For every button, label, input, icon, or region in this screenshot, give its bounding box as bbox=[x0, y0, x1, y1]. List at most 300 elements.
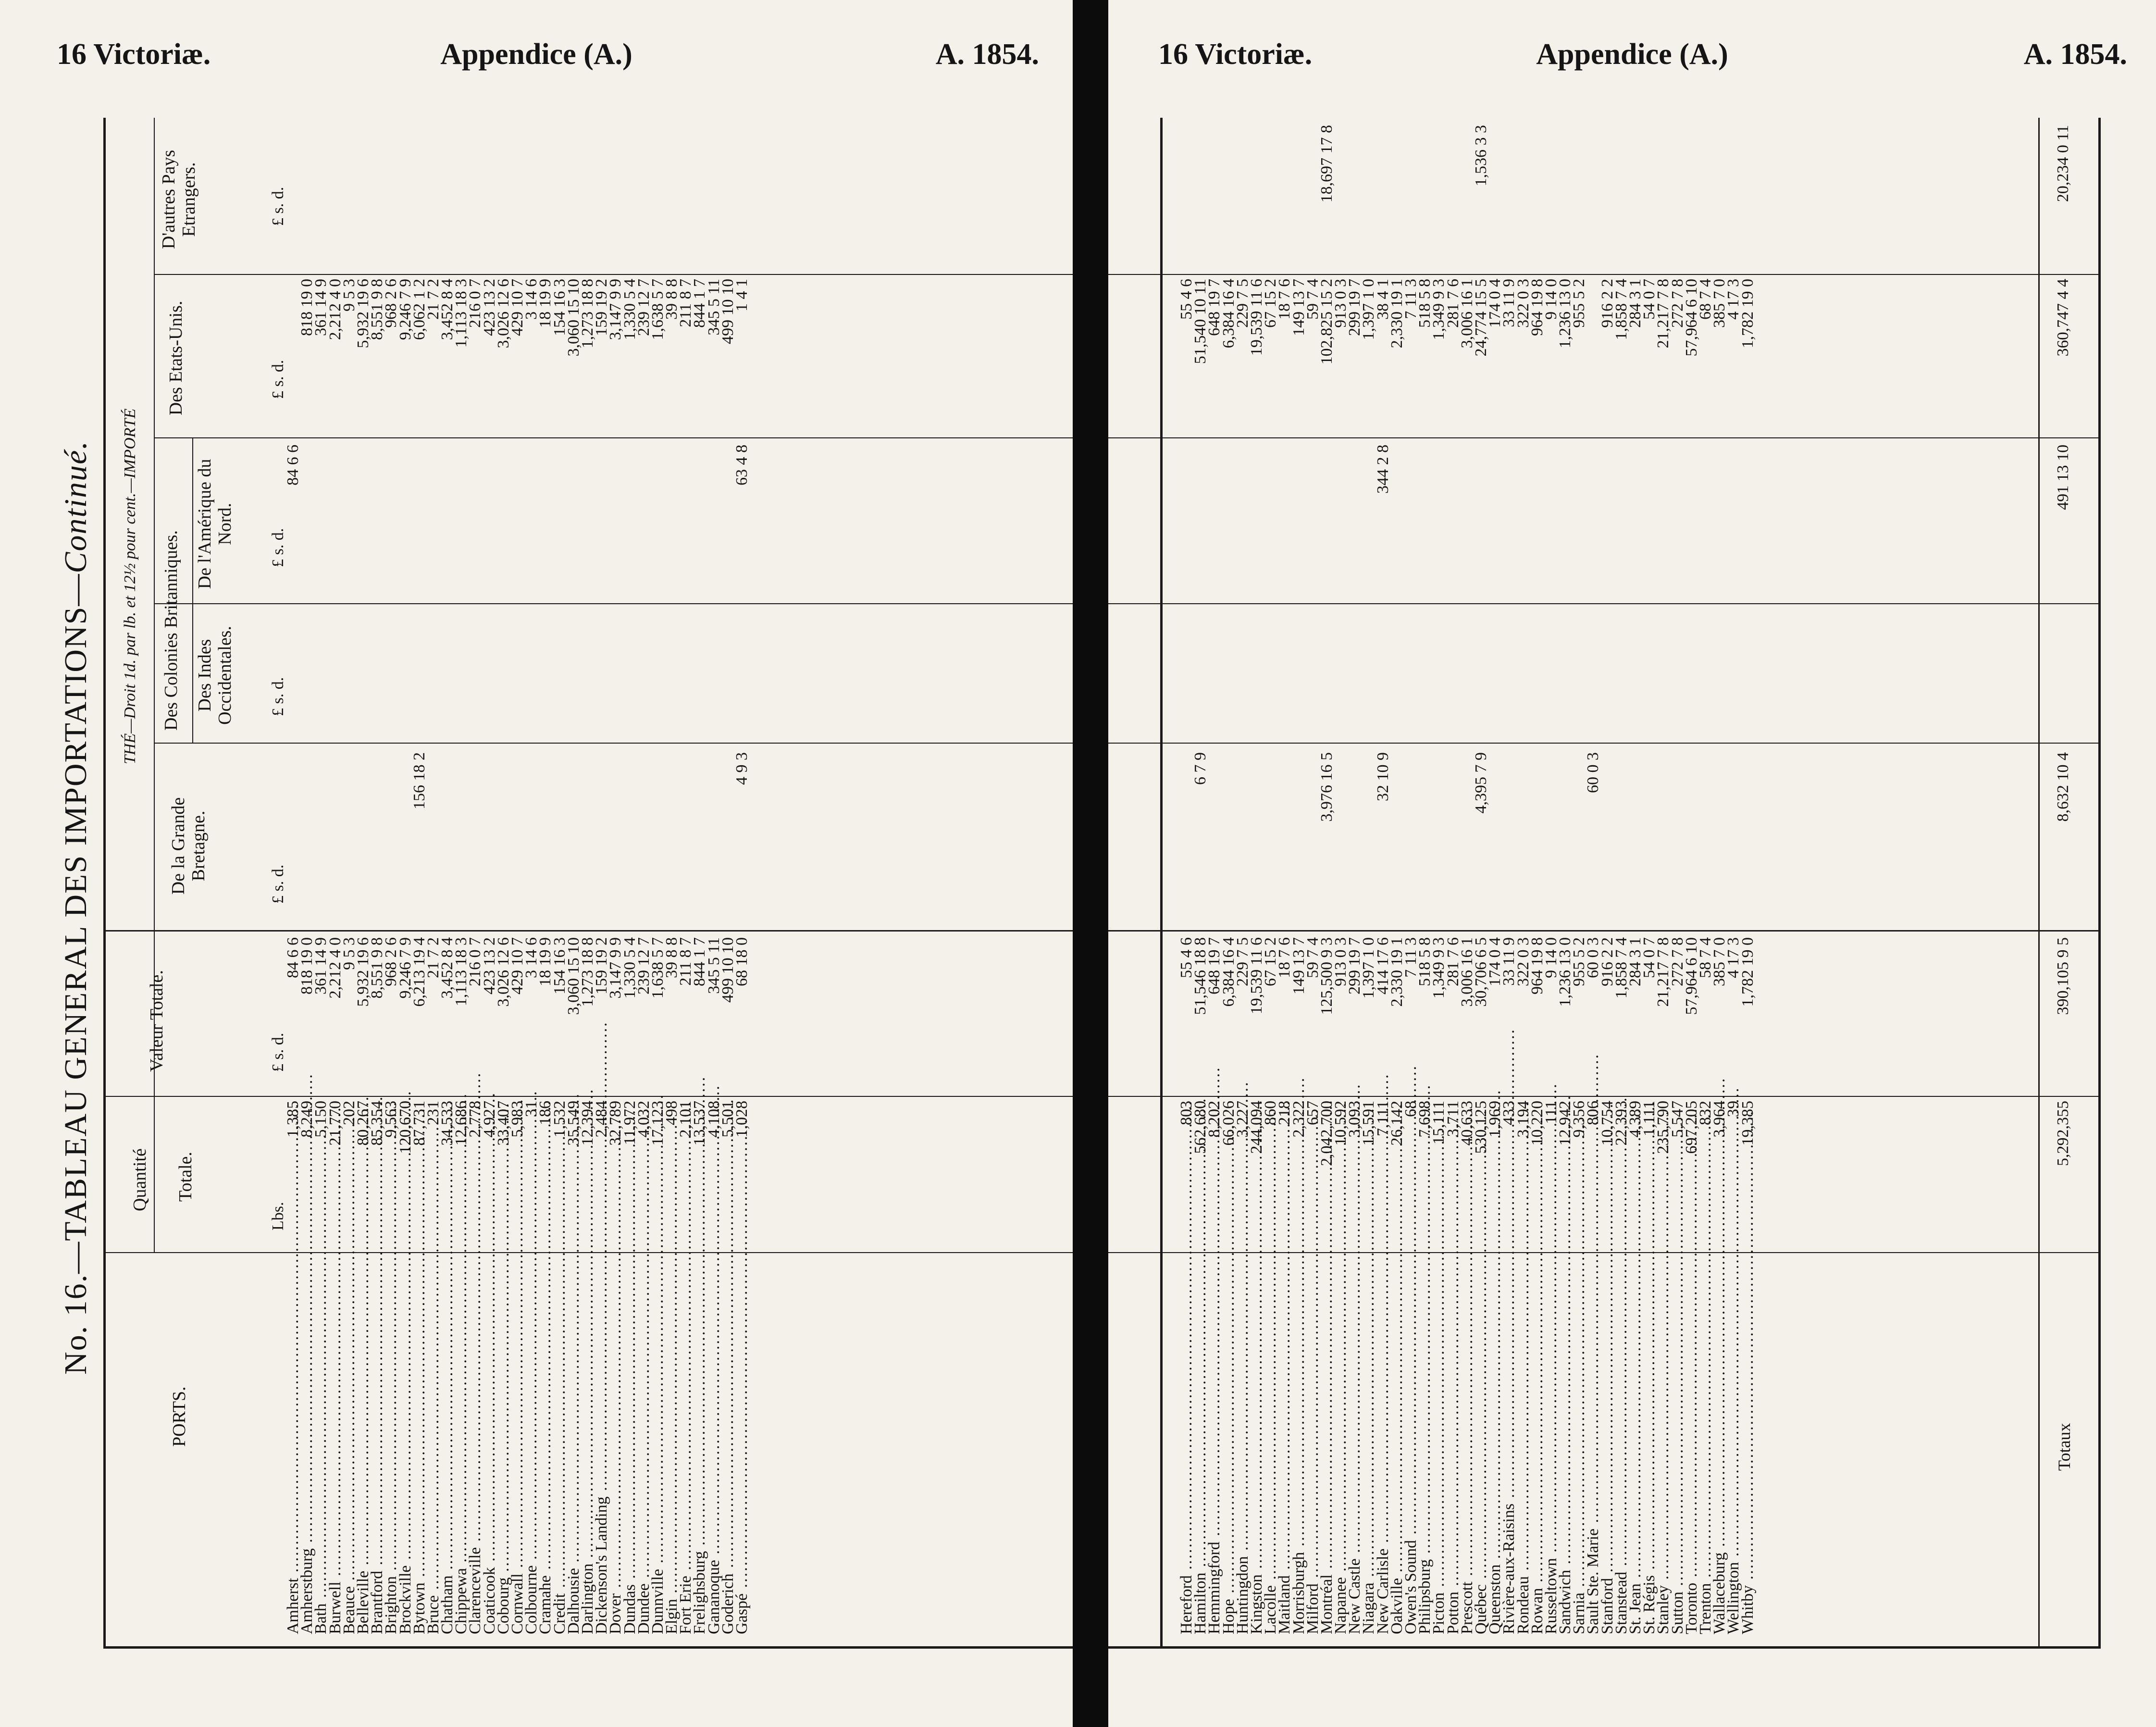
value-cell: 33 11 9 bbox=[1500, 937, 1518, 986]
value-cell: 322 0 3 bbox=[1514, 937, 1532, 986]
unit-gb: £ s. d. bbox=[269, 864, 287, 904]
port-name: Hemmingford ..... bbox=[1207, 1255, 1221, 1634]
header-indes: Des Indes Occidentales. bbox=[195, 626, 235, 725]
amerique-cell bbox=[356, 445, 370, 598]
autres-cell bbox=[1572, 125, 1586, 269]
quantity-cell: 4,389 bbox=[1626, 1101, 1644, 1138]
port-name: Rondeau ..... bbox=[1516, 1255, 1530, 1634]
gb-cell: 6 7 9 bbox=[1191, 752, 1210, 785]
port-name: Napanee ..... bbox=[1334, 1255, 1348, 1634]
unit-amerique: £ s. d. bbox=[269, 528, 287, 567]
etats-unis-cell: 844 1 7 bbox=[691, 279, 709, 328]
amerique-cell bbox=[1642, 445, 1656, 598]
gb-cell bbox=[1207, 752, 1221, 925]
quantity-cell: 87,731 bbox=[410, 1101, 428, 1146]
autres-cell bbox=[567, 144, 581, 269]
left-quantity-column bbox=[286, 1101, 749, 1245]
amerique-cell bbox=[581, 445, 595, 598]
amerique-cell bbox=[1222, 445, 1236, 598]
gb-cell bbox=[1698, 752, 1712, 925]
etats-unis-cell: 2,330 19 1 bbox=[1388, 279, 1406, 348]
quantity-cell: 4,927 bbox=[480, 1101, 498, 1138]
value-cell: 299 19 7 bbox=[1346, 937, 1364, 994]
value-cell: 21 7 2 bbox=[424, 937, 442, 978]
gb-cell: 4,395 7 9 bbox=[1472, 752, 1490, 814]
value-cell: 30,706 6 5 bbox=[1472, 937, 1490, 1007]
autres-cell bbox=[1446, 125, 1460, 269]
indes-cell bbox=[342, 608, 356, 738]
gb-cell bbox=[1502, 752, 1516, 925]
indes-cell bbox=[1376, 608, 1390, 738]
etats-unis-cell: 1,349 9 3 bbox=[1430, 279, 1448, 340]
gb-cell bbox=[581, 752, 595, 925]
quantity-cell: 21,770 bbox=[326, 1101, 344, 1146]
amerique-cell bbox=[384, 445, 398, 598]
port-name: Fort Erie ..... bbox=[679, 1255, 693, 1634]
etats-unis-cell: 1,858 7 4 bbox=[1612, 279, 1630, 340]
right-page bbox=[1108, 0, 2156, 1727]
indes-cell bbox=[1418, 608, 1432, 738]
value-cell: 916 2 2 bbox=[1598, 937, 1616, 986]
autres-cell bbox=[1741, 125, 1755, 269]
amerique-cell bbox=[1502, 445, 1516, 598]
quantity-cell: 32,789 bbox=[607, 1101, 625, 1146]
quantity-cell: 33,407 bbox=[494, 1101, 512, 1146]
autres-cell bbox=[1530, 125, 1544, 269]
gb-cell bbox=[370, 752, 384, 925]
amerique-cell: 63 4 8 bbox=[733, 445, 751, 485]
value-cell: 1,273 18 8 bbox=[578, 937, 596, 1007]
port-name: Credit ..... bbox=[553, 1255, 567, 1634]
gb-cell bbox=[1671, 752, 1685, 925]
amerique-cell bbox=[608, 445, 622, 598]
unit-autres: £ s. d. bbox=[269, 186, 287, 226]
etats-unis-cell: 423 13 2 bbox=[480, 279, 498, 336]
etats-unis-cell: 499 10 10 bbox=[719, 279, 737, 344]
etats-unis-cell: 3,006 16 1 bbox=[1458, 279, 1476, 348]
indes-cell bbox=[1726, 608, 1740, 738]
autres-cell bbox=[679, 144, 693, 269]
autres-cell bbox=[468, 144, 482, 269]
right-amerique-column bbox=[1179, 445, 1755, 598]
etats-unis-cell: 9 14 0 bbox=[1542, 279, 1560, 320]
amerique-cell bbox=[1432, 445, 1446, 598]
autres-cell bbox=[1586, 125, 1600, 269]
indes-cell bbox=[567, 608, 581, 738]
amerique-cell bbox=[1558, 445, 1572, 598]
quantity-cell: 19,385 bbox=[1738, 1101, 1757, 1146]
gb-cell bbox=[328, 752, 342, 925]
quantity-cell: 12,686 bbox=[452, 1101, 471, 1146]
gb-cell bbox=[693, 752, 706, 925]
value-cell: 968 2 6 bbox=[382, 937, 400, 986]
autres-cell bbox=[524, 144, 538, 269]
amerique-cell bbox=[524, 445, 538, 598]
amerique-cell bbox=[1544, 445, 1558, 598]
amerique-cell bbox=[665, 445, 679, 598]
etats-unis-cell: 299 19 7 bbox=[1346, 279, 1364, 336]
quantity-cell: 35,549 bbox=[564, 1101, 582, 1146]
gb-cell bbox=[314, 752, 328, 925]
gb-cell bbox=[1488, 752, 1502, 925]
etats-unis-cell: 159 19 2 bbox=[593, 279, 611, 336]
running-head-right-r: A. 1854. bbox=[2023, 38, 2127, 71]
indes-cell bbox=[1488, 608, 1502, 738]
left-gb-column bbox=[286, 752, 749, 925]
indes-cell bbox=[398, 608, 412, 738]
indes-cell bbox=[693, 608, 706, 738]
autres-cell bbox=[412, 144, 426, 269]
port-name: Sutton ..... bbox=[1671, 1255, 1685, 1634]
indes-cell bbox=[608, 608, 622, 738]
gb-cell bbox=[707, 752, 721, 925]
indes-cell bbox=[1671, 608, 1685, 738]
autres-cell bbox=[1516, 125, 1530, 269]
port-name: Dickenson's Landing ..... bbox=[595, 1255, 608, 1634]
autres-cell bbox=[483, 144, 496, 269]
indes-cell bbox=[1404, 608, 1418, 738]
autres-cell bbox=[1712, 125, 1726, 269]
indes-cell bbox=[1502, 608, 1516, 738]
value-cell: 429 10 7 bbox=[508, 937, 526, 994]
etats-unis-cell: 1,273 18 8 bbox=[578, 279, 596, 348]
value-cell: 499 10 10 bbox=[719, 937, 737, 1003]
gb-cell: 4 9 3 bbox=[733, 752, 751, 785]
quantity-cell: 9,563 bbox=[382, 1101, 400, 1138]
gb-cell bbox=[1516, 752, 1530, 925]
amerique-cell bbox=[412, 445, 426, 598]
gb-cell bbox=[510, 752, 524, 925]
gb-cell bbox=[538, 752, 552, 925]
gb-cell bbox=[440, 752, 454, 925]
gb-cell bbox=[651, 752, 665, 925]
amerique-cell bbox=[1348, 445, 1362, 598]
left-amerique-column bbox=[286, 445, 749, 598]
gb-column-rule bbox=[154, 743, 1073, 744]
gb-cell bbox=[1544, 752, 1558, 925]
autres-cell bbox=[286, 144, 300, 269]
port-name: Amherstburg ..... bbox=[300, 1255, 314, 1634]
etats-unis-cell: 18 7 6 bbox=[1276, 279, 1294, 320]
quantity-cell: 202 bbox=[340, 1101, 358, 1125]
quantity-cell: 40,633 bbox=[1458, 1101, 1476, 1146]
indes-cell bbox=[1586, 608, 1600, 738]
amerique-cell bbox=[1460, 445, 1474, 598]
indes-cell bbox=[637, 608, 651, 738]
etats-unis-cell: 21,217 7 8 bbox=[1654, 279, 1673, 348]
amerique-cell bbox=[342, 445, 356, 598]
port-name: Chippewa ..... bbox=[454, 1255, 468, 1634]
autres-cell bbox=[1362, 125, 1375, 269]
etats-unis-cell: 174 0 4 bbox=[1486, 279, 1504, 328]
value-cell: 2,212 4 0 bbox=[326, 937, 344, 999]
amerique-cell bbox=[1193, 445, 1207, 598]
indes-cell bbox=[440, 608, 454, 738]
amerique-cell bbox=[595, 445, 608, 598]
etats-unis-cell: 361 14 9 bbox=[312, 279, 330, 336]
quantity-cell: 657 bbox=[1303, 1101, 1322, 1125]
amerique-cell bbox=[1418, 445, 1432, 598]
value-cell: 239 12 7 bbox=[634, 937, 653, 994]
port-name: Philipsburg ..... bbox=[1418, 1255, 1432, 1634]
value-cell: 6,213 19 4 bbox=[410, 937, 428, 1007]
r-table-border-bottom bbox=[1108, 1646, 2101, 1649]
r-gb-rule bbox=[1108, 743, 2101, 744]
gb-cell bbox=[1277, 752, 1291, 925]
gb-cell bbox=[1685, 752, 1698, 925]
gb-cell bbox=[1530, 752, 1544, 925]
r-value-rule bbox=[1108, 930, 2101, 932]
amerique-cell bbox=[1685, 445, 1698, 598]
port-name: Elgin ..... bbox=[665, 1255, 679, 1634]
value-cell: 3,147 9 9 bbox=[607, 937, 625, 999]
value-cell: 7 11 3 bbox=[1402, 937, 1420, 978]
quantity-cell: 111 bbox=[1542, 1101, 1560, 1124]
autres-cell bbox=[314, 144, 328, 269]
value-cell: 51,546 18 8 bbox=[1191, 937, 1210, 1015]
quantity-cell: 244,094 bbox=[1247, 1101, 1265, 1154]
autres-cell bbox=[1698, 125, 1712, 269]
port-name: Goderich ..... bbox=[721, 1255, 735, 1634]
port-name: Rivière-aux-Raisins ..... bbox=[1502, 1255, 1516, 1634]
amerique-cell bbox=[651, 445, 665, 598]
autres-cell bbox=[328, 144, 342, 269]
autres-cell bbox=[370, 144, 384, 269]
gb-cell bbox=[300, 752, 314, 925]
indes-cell bbox=[1558, 608, 1572, 738]
amerique-cell bbox=[370, 445, 384, 598]
unit-lbs: Lbs. bbox=[269, 1202, 287, 1230]
gb-cell bbox=[567, 752, 581, 925]
port-name: Coaticook ..... bbox=[483, 1255, 496, 1634]
right-gb-column bbox=[1179, 752, 1755, 925]
indes-cell bbox=[1474, 608, 1488, 738]
port-name: Darlington ..... bbox=[581, 1255, 595, 1634]
r-table-border-left bbox=[1160, 118, 1163, 1649]
port-name: Burwell ..... bbox=[328, 1255, 342, 1634]
indes-cell bbox=[356, 608, 370, 738]
unit-indes: £ s. d. bbox=[269, 677, 287, 716]
value-cell: 39 8 8 bbox=[663, 937, 681, 978]
value-cell: 1,330 5 4 bbox=[620, 937, 639, 999]
value-cell: 57,964 6 10 bbox=[1682, 937, 1700, 1015]
total-autres: 20,234 0 11 bbox=[2054, 125, 2072, 202]
autres-cell bbox=[1432, 125, 1446, 269]
gb-cell bbox=[553, 752, 567, 925]
port-name: Chatham ..... bbox=[440, 1255, 454, 1634]
value-cell: 3,006 16 1 bbox=[1458, 937, 1476, 1007]
unit-etats-unis: £ s. d. bbox=[269, 360, 287, 399]
quantity-cell: 433 bbox=[1500, 1101, 1518, 1125]
amerique-cell bbox=[1614, 445, 1628, 598]
autres-cell bbox=[1642, 125, 1656, 269]
indes-cell bbox=[735, 608, 749, 738]
autres-cell bbox=[553, 144, 567, 269]
indes-cell bbox=[665, 608, 679, 738]
autres-cell bbox=[1418, 125, 1432, 269]
gb-cell bbox=[1600, 752, 1614, 925]
gb-cell bbox=[1250, 752, 1264, 925]
value-cell: 19,539 11 6 bbox=[1247, 937, 1265, 1015]
port-name: Huntingdon ..... bbox=[1236, 1255, 1250, 1634]
indes-cell bbox=[454, 608, 468, 738]
value-cell: 272 7 8 bbox=[1668, 937, 1686, 986]
etats-unis-cell: 6,062 1 2 bbox=[410, 279, 428, 340]
etats-unis-cell: 1,782 19 0 bbox=[1738, 279, 1757, 348]
indes-cell bbox=[1277, 608, 1291, 738]
port-name: Gananoque ..... bbox=[707, 1255, 721, 1634]
amerique-cell bbox=[1586, 445, 1600, 598]
value-cell: 1,397 1 0 bbox=[1360, 937, 1378, 999]
port-name: St. Jean ..... bbox=[1628, 1255, 1642, 1634]
autres-cell bbox=[496, 144, 510, 269]
indes-cell bbox=[1642, 608, 1656, 738]
etats-unis-cell: 818 19 0 bbox=[298, 279, 316, 336]
quantity-cell: 85,354 bbox=[368, 1101, 386, 1146]
etats-unis-cell: 68 7 4 bbox=[1696, 279, 1714, 320]
autres-cell bbox=[1292, 125, 1306, 269]
left-value-column bbox=[286, 937, 749, 1091]
indes-cell bbox=[1741, 608, 1755, 738]
quantity-cell: 530,125 bbox=[1472, 1101, 1490, 1154]
autres-cell bbox=[707, 144, 721, 269]
value-cell: 211 8 7 bbox=[677, 937, 695, 986]
value-column-rule bbox=[103, 930, 1073, 932]
indes-cell bbox=[1179, 608, 1193, 738]
amerique-cell bbox=[1516, 445, 1530, 598]
etats-unis-cell: 18 19 9 bbox=[536, 279, 555, 328]
quantity-cell: 3,227 bbox=[1233, 1101, 1251, 1138]
quantity-cell: 26,142 bbox=[1388, 1101, 1406, 1146]
port-name: Clarenceville ..... bbox=[468, 1255, 482, 1634]
indes-cell bbox=[1460, 608, 1474, 738]
port-name: Hamilton ..... bbox=[1193, 1255, 1207, 1634]
autres-cell bbox=[1488, 125, 1502, 269]
quantity-cell: 10,754 bbox=[1598, 1101, 1616, 1146]
port-name: Hereford ..... bbox=[1179, 1255, 1193, 1634]
quantity-cell: 5,983 bbox=[508, 1101, 526, 1138]
amerique-cell bbox=[1334, 445, 1348, 598]
indes-cell bbox=[524, 608, 538, 738]
quantity-cell: 806 bbox=[1584, 1101, 1602, 1125]
header-colonies: Des Colonies Britanniques. bbox=[161, 530, 181, 731]
port-name: Cobourg ..... bbox=[496, 1255, 510, 1634]
totals-label: Totaux bbox=[2055, 1423, 2074, 1471]
etats-unis-cell: 281 7 6 bbox=[1444, 279, 1462, 328]
autres-cell bbox=[1179, 125, 1193, 269]
etats-unis-cell: 57,964 6 10 bbox=[1682, 279, 1700, 357]
value-cell: 1,858 7 4 bbox=[1612, 937, 1630, 999]
value-cell: 9 14 0 bbox=[1542, 937, 1560, 978]
etats-unis-cell: 518 5 8 bbox=[1416, 279, 1434, 328]
amerique-cell bbox=[468, 445, 482, 598]
indes-cell bbox=[426, 608, 440, 738]
amerique-cell bbox=[1656, 445, 1670, 598]
total-quantity: 5,292,355 bbox=[2054, 1101, 2072, 1166]
value-cell: 1,113 18 3 bbox=[452, 937, 471, 1006]
port-name: Frelighsburg ..... bbox=[693, 1255, 706, 1634]
amerique-cell bbox=[1320, 445, 1334, 598]
gb-cell bbox=[665, 752, 679, 925]
value-cell: 3 14 6 bbox=[522, 937, 541, 978]
quantity-cell: 860 bbox=[1262, 1101, 1280, 1125]
quantity-cell: 12,942 bbox=[1556, 1101, 1574, 1146]
gb-cell bbox=[1432, 752, 1446, 925]
etats-unis-cell: 2,212 4 0 bbox=[326, 279, 344, 340]
value-cell: 345 5 11 bbox=[705, 937, 723, 994]
gb-cell bbox=[623, 752, 637, 925]
indes-cell bbox=[679, 608, 693, 738]
right-autres-column bbox=[1179, 125, 1755, 269]
gb-cell bbox=[1390, 752, 1404, 925]
amerique-cell bbox=[300, 445, 314, 598]
right-etats-unis-column bbox=[1179, 279, 1755, 433]
indes-cell bbox=[1292, 608, 1306, 738]
autres-cell bbox=[1348, 125, 1362, 269]
etats-unis-cell: 7 11 3 bbox=[1402, 279, 1420, 319]
autres-cell bbox=[1685, 125, 1698, 269]
value-cell: 55 4 6 bbox=[1177, 937, 1195, 978]
left-indes-column bbox=[286, 608, 749, 738]
right-ports-list bbox=[1179, 1255, 1755, 1634]
port-name: Bath ..... bbox=[314, 1255, 328, 1634]
etats-unis-cell: 51,540 10 11 bbox=[1191, 279, 1210, 364]
quantity-cell: 1,385 bbox=[284, 1101, 302, 1138]
autres-cell bbox=[581, 144, 595, 269]
book-gutter bbox=[1073, 0, 1108, 1727]
amerique-cell bbox=[1306, 445, 1320, 598]
gb-cell bbox=[1404, 752, 1418, 925]
etats-unis-cell: 385 7 0 bbox=[1710, 279, 1729, 328]
gb-cell bbox=[426, 752, 440, 925]
value-cell: 67 15 2 bbox=[1262, 937, 1280, 986]
port-name: Russeltown ..... bbox=[1544, 1255, 1558, 1634]
etats-unis-cell: 38 4 1 bbox=[1374, 279, 1392, 320]
value-cell: 6,384 16 4 bbox=[1219, 937, 1238, 1007]
quantity-cell: 2,042,700 bbox=[1317, 1101, 1336, 1166]
value-cell: 149 13 7 bbox=[1289, 937, 1308, 994]
quantity-cell: 1,028 bbox=[733, 1101, 751, 1138]
quantity-cell: 2,101 bbox=[677, 1101, 695, 1138]
port-name: Prescott ..... bbox=[1460, 1255, 1474, 1634]
amerique-cell bbox=[1671, 445, 1685, 598]
indes-cell bbox=[1685, 608, 1698, 738]
autres-cell bbox=[1628, 125, 1642, 269]
port-name: Oakville ..... bbox=[1390, 1255, 1404, 1634]
autres-cell bbox=[651, 144, 665, 269]
r-quantity-rule bbox=[1108, 1096, 2101, 1097]
quantity-cell: 2,778 bbox=[466, 1101, 484, 1138]
port-name: Toronto ..... bbox=[1685, 1255, 1698, 1634]
etats-unis-cell: 24,774 15 5 bbox=[1472, 279, 1490, 357]
amerique-cell bbox=[1628, 445, 1642, 598]
etats-unis-cell: 913 0 3 bbox=[1332, 279, 1350, 328]
autres-cell bbox=[1726, 125, 1740, 269]
right-indes-column bbox=[1179, 608, 1755, 738]
etats-unis-cell: 284 3 1 bbox=[1626, 279, 1644, 328]
amerique-cell bbox=[538, 445, 552, 598]
indes-cell bbox=[1432, 608, 1446, 738]
indes-cell bbox=[412, 608, 426, 738]
header-totale: Totale. bbox=[175, 1152, 196, 1202]
autres-cell bbox=[1502, 125, 1516, 269]
amerique-cell bbox=[707, 445, 721, 598]
quantity-cell: 68 bbox=[1402, 1101, 1420, 1117]
autres-cell bbox=[1264, 125, 1277, 269]
quantity-cell: 803 bbox=[1177, 1101, 1195, 1125]
unit-valeur: £ s. d. bbox=[269, 1032, 287, 1072]
etats-unis-cell: 1,638 5 7 bbox=[648, 279, 667, 340]
